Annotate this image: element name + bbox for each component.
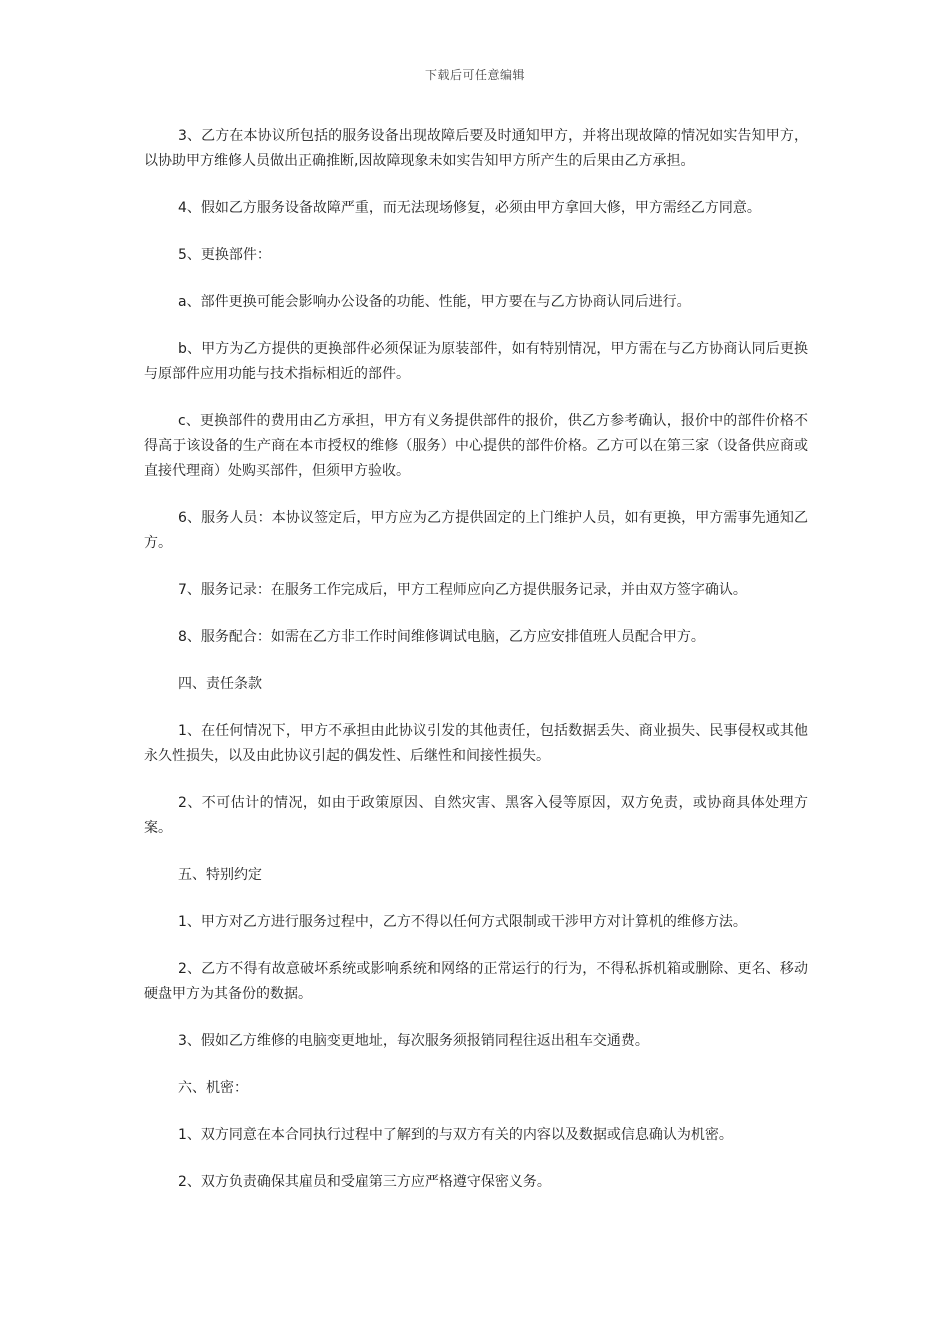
paragraph-liability-1: 1、在任何情况下，甲方不承担由此协议引发的其他责任，包括数据丢失、商业损失、民事侵权或其他永久性损失，以及由此协议引起的偶发性、后继性和间接性损失。 (144, 723, 808, 764)
paragraph-special-2: 2、乙方不得有故意破坏系统或影响系统和网络的正常运行的行为，不得私拆机箱或删除、更名、移动硬盘甲方为其备份的数据。 (144, 961, 808, 1002)
paragraph-special-1: 1、甲方对乙方进行服务过程中，乙方不得以任何方式限制或干涉甲方对计算机的维修方法。 (178, 914, 747, 930)
paragraph-5c: c、更换部件的费用由乙方承担，甲方有义务提供部件的报价，供乙方参考确认，报价中的部件价格不得高于该设备的生产商在本市授权的维修（服务）中心提供的部件价格。乙方可以在第三家（设备供应商或直接代理商）处购买部件，但须甲方验收。 (144, 413, 808, 479)
paragraph-liability-2: 2、不可估计的情况，如由于政策原因、自然灾害、黑客入侵等原因，双方免责，或协商具体处理方案。 (144, 795, 808, 836)
section-heading-liability: 四、责任条款 (178, 676, 262, 692)
paragraph-confidentiality-2: 2、双方负责确保其雇员和受雇第三方应严格遵守保密义务。 (178, 1174, 551, 1190)
paragraph-3-fault-notice: 3、乙方在本协议所包括的服务设备出现故障后要及时通知甲方，并将出现故障的情况如实告知甲方，以协助甲方维修人员做出正确推断,因故障现象未如实告知甲方所产生的后果由乙方承担。 (144, 128, 808, 169)
paragraph-confidentiality-1: 1、双方同意在本合同执行过程中了解到的与双方有关的内容以及数据或信息确认为机密。 (178, 1127, 733, 1143)
section-heading-confidentiality: 六、机密： (178, 1080, 248, 1096)
paragraph-5b: b、甲方为乙方提供的更换部件必须保证为原装部件，如有特别情况，甲方需在与乙方协商认同后更换与原部件应用功能与技术指标相近的部件。 (144, 341, 808, 382)
paragraph-5-part-replacement: 5、更换部件： (178, 247, 271, 263)
page-header: 下载后可任意编辑 (424, 68, 525, 82)
paragraph-5a: a、部件更换可能会影响办公设备的功能、性能，甲方要在与乙方协商认同后进行。 (178, 294, 691, 310)
paragraph-7-service-record: 7、服务记录：在服务工作完成后，甲方工程师应向乙方提供服务记录，并由双方签字确认。 (178, 582, 747, 598)
section-heading-special-terms: 五、特别约定 (178, 867, 262, 883)
document-body (144, 124, 808, 1217)
paragraph-6-service-personnel: 6、服务人员：本协议签定后，甲方应为乙方提供固定的上门维护人员，如有更换，甲方需事先通知乙方。 (144, 510, 808, 551)
paragraph-8-service-cooperation: 8、服务配合：如需在乙方非工作时间维修调试电脑，乙方应安排值班人员配合甲方。 (178, 629, 705, 645)
paragraph-4-major-repair: 4、假如乙方服务设备故障严重，而无法现场修复，必须由甲方拿回大修，甲方需经乙方同意。 (178, 200, 761, 216)
paragraph-special-3: 3、假如乙方维修的电脑变更地址，每次服务须报销同程往返出租车交通费。 (178, 1033, 649, 1049)
